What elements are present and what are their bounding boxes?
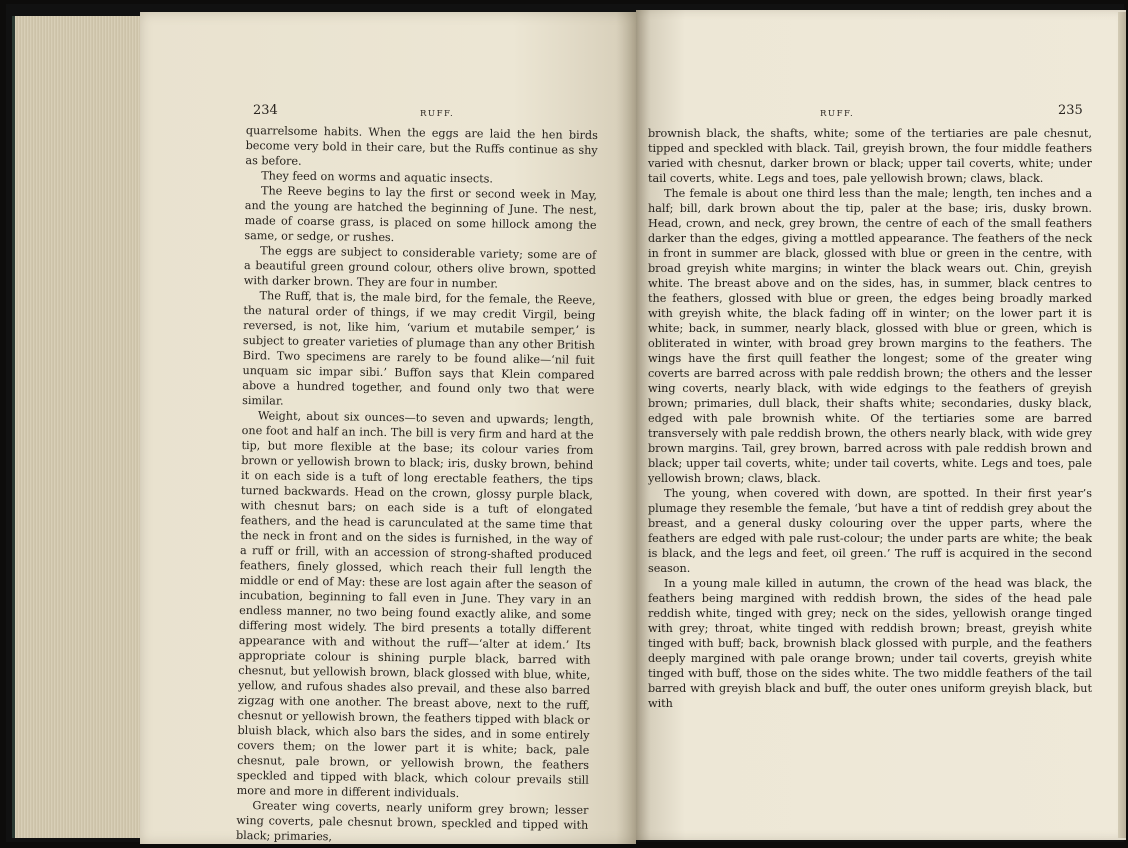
paragraph: The Reeve begins to lay the first or second week in May, and the young are hatched the beginning of June. The nest, made of coarse grass, is placed on some hillock among the same, or sedge, or rushes. [244, 184, 598, 245]
paragraph: The Ruff, that is, the male bird, for the female, the Reeve, the natural order of things, if we may credit Virgil, being reversed, is not, like him, ‘varium et mutabile semper,’ is subject to greater varieties of plumage than any other British Bird. Two specimens are rarely to be found alike—‘nil fuit unquam sic impar sibi.’ Buffon says that Klein compared above a hundred together, and found only two that were similar. [242, 289, 596, 408]
paragraph: They feed on worms and aquatic insects. [261, 169, 494, 186]
page-edges [12, 16, 145, 838]
paragraph: The young, when covered with down, are spotted. In their first year’s plumage they resemble the female, ‘but have a tint of reddish grey about the breast, and a general dusky colouring over the upper parts, where the feathers are edged with pale rust-colour; the under parts are white; the beak is black, and the legs and feet, oil green.’ The ruff is acquired in the second season. [648, 487, 1092, 575]
paragraph: The eggs are subject to considerable variety; some are of a beautiful green ground colour, others olive brown, spotted with darker brown. They are four in number. [243, 244, 597, 291]
right-page-edge [1118, 12, 1126, 838]
paragraph: In a young male killed in autumn, the crown of the head was black, the feathers being margined with reddish brown, the sides of the head pale reddish white, tinged with grey; neck on the sides, yellowish orange tinged with grey; throat, white tinged with reddish brown; breast, greyish white tinged with buff; back, brownish black glossed with purple, and the feathers deeply margined with pale orange brown; under tail coverts, greyish white tinged with buff, those on the sides white. The two middle feathers of the tail barred with greyish black and buff, the outer ones uniform greyish black, but with [648, 577, 1092, 710]
left-page-body [236, 123, 598, 848]
left-running-head: RUFF. [420, 109, 455, 119]
right-page-body [648, 126, 1092, 711]
paragraph: The female is about one third less than the male; length, ten inches and a half; bill, dark brown about the tip, paler at the base; iris, dusky brown. Head, crown, and neck, grey brown, the centre of each of the small feathers darker than the edges, giving a mottled appearance. The feathers of the neck in front in summer are black, glossed with blue or green in the centre, with broad greyish white margins; in winter the black wears out. Chin, greyish white. The breast above and on the sides, has, in summer, black centres to the feathers, glossed with blue or green, the edges being broadly marked with greyish white, the black fading off in winter; on the lower part it is white; back, in summer, nearly black, glossed with blue or green, which is obliterated in winter, with broad grey brown margins to the feathers. The wings have the first quill feather the longest; some of the greater wing coverts are barred across with pale reddish brown; the others and the lesser wing coverts, nearly black, with wide edgings to the feathers of greyish brown; primaries, dull black, their shafts white; secondaries, dusky black, edged with pale brownish white. Of the tertiaries some are barred transversely with pale reddish brown, the others nearly black, with wide grey brown margins. Tail, grey brown, barred across with pale reddish brown and black; upper tail coverts, white; under tail coverts, white. Legs and toes, pale yellowish brown; claws, black. [648, 187, 1092, 485]
paragraph: Greater wing coverts, nearly uniform grey brown; lesser wing coverts, pale chesnut brown, speckled and tipped with black; primaries, [235, 799, 589, 844]
paragraph: Weight, about six ounces—to seven and upwards; length, one foot and half an inch. The bill is very firm and hard at the tip, but more flexible at the base; its colour varies from brown or yellowish brown to black; iris, dusky brown, behind it on each side is a tuft of long erectable feathers, the tips turned backwards. Head on the crown, glossy purple black, with chesnut bars; on each side is a tuft of elongated feathers, and the head is carunculated at the same time that the neck in front and on the sides is furnished, in the way of a ruff or frill, with an accession of strong-shafted produced feathers, finely glossed, which reach their full length the middle or end of May: these are lost again after the season of incubation, beginning to fall even in June. They vary in an endless manner, no two being found exactly alike, and some differing most widely. The bird presents a totally different appearance with and without the ruff—‘alter at idem.’ Its appropriate colour is shining purple black, barred with chesnut, but yellowish brown, black glossed with blue, white, yellow, and rufous shades also prevail, and these also barred zigzag with one another. The breast above, next to the ruff, chesnut or yellowish brown, the feathers tipped with black or bluish black, which also bars the sides, and in some entirely covers them; on the lower part it is white; back, pale chesnut, pale brown, or yellowish brown, the feathers speckled and tipped with black, which colour prevails still more and more in different individuals. [236, 409, 594, 801]
right-running-head: RUFF. [820, 109, 855, 119]
left-page-number: 234 [253, 103, 278, 118]
right-page-number: 235 [1058, 103, 1083, 118]
paragraph: quarrelsome habits. When the eggs are laid the hen birds become very bold in their care, but the Ruffs continue as shy as before. [245, 123, 598, 168]
paragraph: brownish black, the shafts, white; some of the tertiaries are pale chesnut, tipped and speckled with black. Tail, greyish brown, the four middle feathers varied with chesnut, darker brown or black; upper tail coverts, white; under tail coverts, white. Legs and toes, pale yellowish brown; claws, black. [648, 127, 1092, 185]
